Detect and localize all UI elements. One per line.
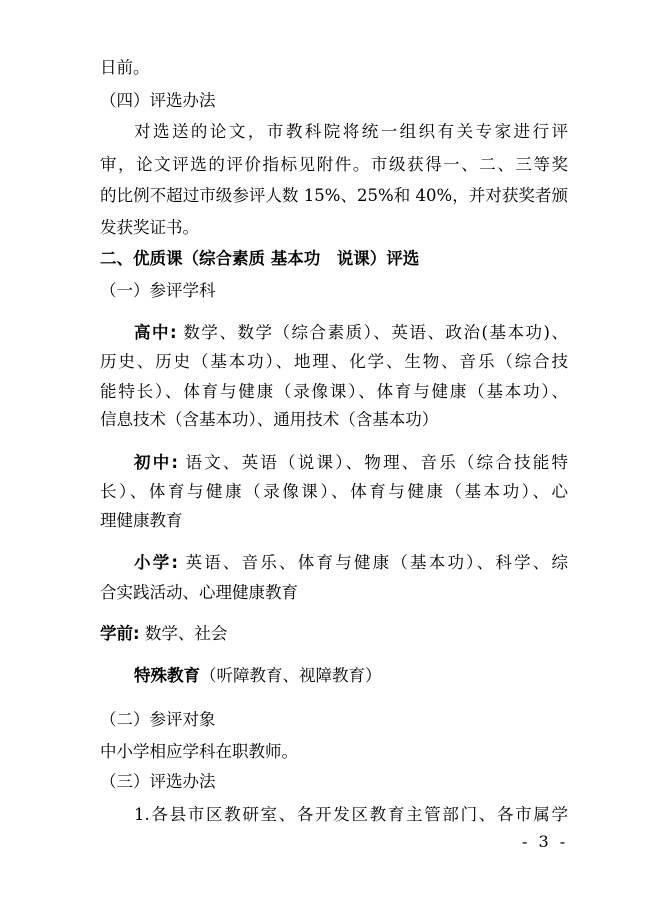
page-number: - 3 -: [522, 832, 569, 851]
text-line: [134, 665, 382, 687]
text-line: [100, 623, 227, 645]
text-line: 历史、历史（基本功）、地理、化学、生物、音乐（综合技: [100, 352, 568, 371]
text-line: [134, 552, 568, 574]
section-heading: （三）评选办法: [100, 772, 216, 791]
text-line: 审，论文评选的评价指标见附件。市级获得一、二、三等奖: [100, 155, 568, 174]
section-heading: （二）参评对象: [100, 710, 216, 729]
text-line: 中小学相应学科在职教师。: [100, 742, 298, 761]
chapter-heading: 二、优质课（综合素质 基本功 说课）评选: [100, 249, 420, 268]
text-line: 理健康教育: [100, 511, 183, 530]
category-text: 数学、数学（综合素质）、英语、政治(基本功)、: [176, 323, 568, 342]
category-label: 学前:: [100, 624, 140, 643]
category-text: 英语、音乐、体育与健康（基本功）、科学、综: [178, 553, 568, 572]
category-label: 初中:: [134, 453, 179, 472]
text-line: 1.各县市区教研室、各开发区教育主管部门、各市属学: [134, 805, 568, 824]
text-line: [134, 452, 568, 474]
text-line: 对选送的论文，市教科院将统一组织有关专家进行评: [134, 122, 568, 141]
text-line: 能特长）、体育与健康（录像课）、体育与健康（基本功）、: [100, 382, 568, 401]
text-line: 长）、体育与健康（录像课）、体育与健康（基本功）、心: [100, 482, 568, 501]
text-line: 日前。: [100, 58, 150, 77]
category-text: （听障教育、视障教育）: [200, 666, 382, 685]
text-line: 信息技术（含基本功）、通用技术（含基本功）: [100, 410, 439, 429]
category-text: 数学、社会: [139, 624, 228, 643]
text-line: [134, 322, 568, 344]
section-heading: （四）评选办法: [100, 91, 216, 110]
text-line: 合实践活动、心理健康教育: [100, 583, 298, 602]
text-line: 的比例不超过市级参评人数 15%、25%和 40%，并对获奖者颁: [100, 186, 568, 205]
category-label: 小学:: [134, 553, 179, 572]
category-label: 高中:: [134, 323, 177, 342]
category-text: 语文、英语（说课）、物理、音乐（综合技能特: [178, 453, 568, 472]
section-heading: （一）参评学科: [100, 281, 216, 300]
category-label: 特殊教育: [134, 666, 200, 685]
text-line: 发获奖证书。: [100, 218, 199, 237]
